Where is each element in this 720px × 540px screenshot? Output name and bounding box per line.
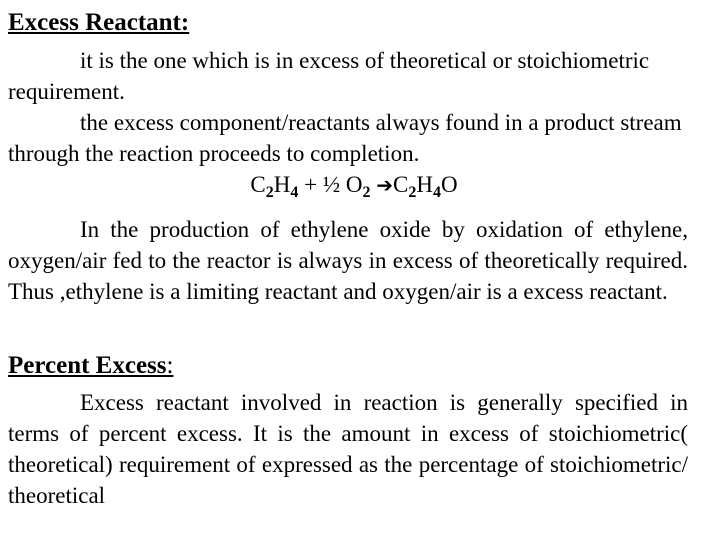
definition-paragraph: it is the one which is in excess of theoretical or stoichiometric requirement.: [8, 48, 650, 104]
percent-excess-paragraph: Excess reactant involved in reaction is generally specified in terms of percent excess. It is the amount in excess of stoichiometric( theoretical) requirement of expressed as the percentage of stoichiometric/ theoretical: [8, 390, 688, 508]
heading-percent-excess: [8, 351, 173, 381]
eq-h-sub: 4: [290, 184, 299, 201]
arrow-right-icon: ➔: [376, 173, 393, 197]
heading-excess-reactant: [8, 8, 189, 38]
eq-h2: H: [416, 172, 433, 197]
eq-o: O: [440, 172, 458, 197]
excess-reactant-body: [8, 45, 688, 201]
eq-plus-o: + ½ O: [298, 172, 363, 197]
ethylene-oxide-body: [8, 214, 688, 307]
reaction-equation: [8, 169, 688, 201]
product-stream-paragraph: the excess component/reactants always found in a product stream through the reaction proceeds to completion.: [8, 110, 682, 166]
ethylene-oxide-paragraph: In the production of ethylene oxide by oxidation of ethylene, oxygen/air fed to the reactor is always in excess of theoretically required. Thus ,ethylene is a limiting reactant and oxygen/air is a excess reactant.: [8, 217, 688, 304]
eq-c-sub: 2: [265, 184, 274, 201]
eq-c2: C: [392, 172, 409, 197]
heading-percent-excess-text: Percent Excess: [8, 352, 167, 379]
percent-excess-body: [8, 387, 688, 511]
eq-c: C: [250, 172, 266, 197]
eq-h: H: [273, 172, 291, 197]
eq-c2-sub: 2: [408, 184, 417, 201]
eq-o2-sub: 2: [362, 184, 371, 201]
eq-h2-sub: 4: [432, 184, 441, 201]
heading-percent-excess-colon: :: [166, 352, 174, 379]
heading-excess-reactant-text: Excess Reactant:: [8, 9, 190, 36]
